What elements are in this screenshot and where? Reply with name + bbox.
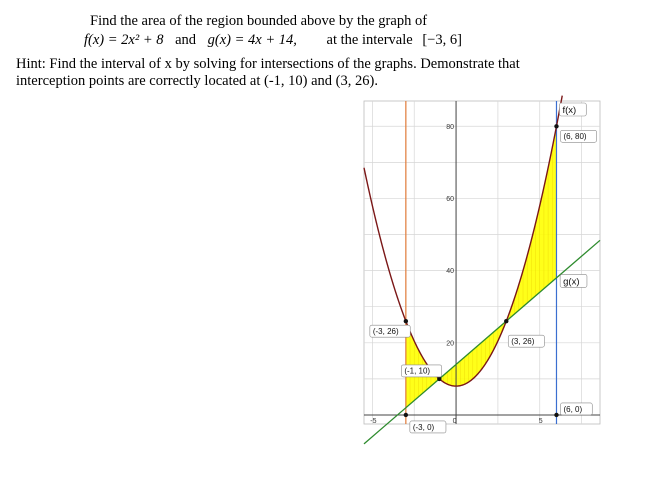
x-tick-label: 0 [452, 417, 457, 425]
x-tick-label: 5 [538, 417, 543, 425]
y-tick-label: 20 [446, 340, 455, 348]
y-tick-label: 80 [446, 123, 455, 131]
point-label: (6, 80) [563, 132, 587, 142]
point-marker [404, 413, 408, 417]
point-marker [404, 319, 408, 323]
f-definition: f(x) = 2x² + 8 [84, 32, 164, 48]
grid [364, 101, 600, 424]
plot-frame [364, 101, 600, 424]
interval-text: at the intervale [326, 32, 413, 48]
g-definition: g(x) = 4x + 14, [207, 32, 297, 48]
curve-label: g(x) [563, 276, 580, 288]
interval-value: [−3, 6] [422, 32, 462, 48]
point-marker [437, 377, 441, 381]
problem-statement: Find the area of the region bounded above by the graph of [90, 13, 428, 29]
x-tick-label: -5 [370, 417, 377, 425]
point-label: (-3, 0) [412, 422, 435, 432]
point-label: (6, 0) [563, 404, 583, 414]
point-label: (-1, 10) [404, 366, 431, 376]
point-label: (3, 26) [511, 336, 535, 346]
point-marker [504, 319, 508, 323]
point-marker [554, 413, 558, 417]
y-tick-label: 60 [446, 195, 455, 203]
hint-text-2: interception points are correctly located at (-1, 10) and (3, 26). [16, 73, 378, 89]
hint-text-1: Hint: Find the interval of x by solving for intersections of the graphs. Demonstrate that [16, 56, 520, 72]
and-word: and [175, 32, 197, 48]
y-tick-label: 40 [446, 268, 455, 276]
curve-label: f(x) [562, 105, 577, 116]
point-marker [554, 124, 558, 128]
point-label: (-3, 26) [372, 326, 399, 336]
